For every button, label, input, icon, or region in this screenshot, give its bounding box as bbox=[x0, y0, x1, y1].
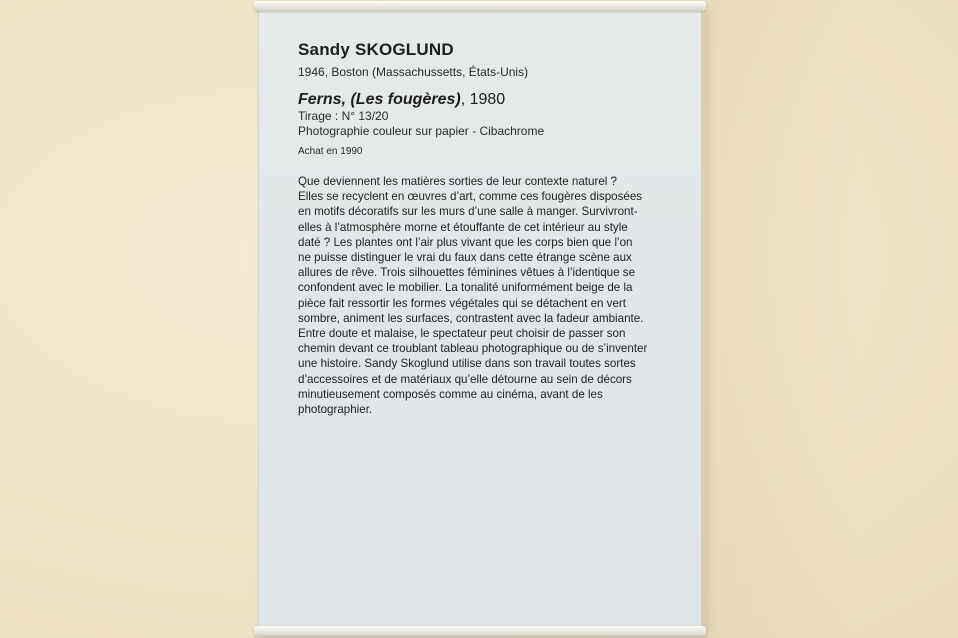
work-year: , 1980 bbox=[460, 91, 506, 108]
label-text-block bbox=[298, 40, 678, 417]
description-line: ne puisse distinguer le vrai du faux dans cette étrange scène aux bbox=[298, 251, 632, 265]
acquisition-info: Achat en 1990 bbox=[298, 146, 363, 157]
description-line: elles à l’atmosphère morne et étouffante de cet intérieur au style bbox=[298, 220, 628, 234]
work-title: Ferns, (Les fougères) bbox=[298, 91, 461, 108]
description-line: daté ? Les plantes ont l’air plus vivant que les corps bien que l’on bbox=[298, 235, 633, 249]
wall-background bbox=[705, 0, 958, 638]
edition-info: Tirage : N° 13/20 bbox=[298, 109, 389, 123]
description-line: confondent avec le mobilier. La tonalité uniformément beige de la bbox=[298, 281, 633, 295]
description-line: pièce fait ressortir les formes végétales qui se détachent en vert bbox=[298, 296, 627, 310]
artist-name: Sandy SKOGLUND bbox=[298, 40, 454, 59]
description-line: sombre, animent les surfaces, contrastent avec la fadeur ambiante. bbox=[298, 311, 644, 325]
description-paragraph bbox=[298, 174, 678, 417]
label-bottom-rail bbox=[254, 626, 706, 636]
description-line: Entre doute et malaise, le spectateur peut choisir de passer son bbox=[298, 327, 626, 341]
description-line: chemin devant ce troublant tableau photographique ou de s’inventer bbox=[298, 342, 648, 356]
work-heading bbox=[298, 91, 678, 109]
description-line: minutieusement composés comme au cinéma, avant de les bbox=[298, 387, 603, 401]
description-line: photographier. bbox=[298, 403, 373, 417]
description-line: allures de rêve. Trois silhouettes féminines vêtues à l’identique se bbox=[298, 266, 636, 280]
artist-birth-info: 1946, Boston (Massachussetts, États-Unis) bbox=[298, 65, 529, 79]
label-top-rail bbox=[254, 1, 706, 11]
description-line: Que deviennent les matières sorties de leur contexte naturel ? bbox=[298, 175, 618, 188]
description-line: d’accessoires et de matériaux qu’elle détourne au sein de décors bbox=[298, 372, 632, 386]
description-line: en motifs décoratifs sur les murs d’une salle à manger. Survivront- bbox=[298, 205, 638, 219]
medium-info: Photographie couleur sur papier - Cibachrome bbox=[298, 124, 545, 138]
description-line: Elles se recyclent en œuvres d’art, comme ces fougères disposées bbox=[298, 190, 643, 204]
description-line: une histoire. Sandy Skoglund utilise dans son travail toutes sortes bbox=[298, 357, 636, 371]
